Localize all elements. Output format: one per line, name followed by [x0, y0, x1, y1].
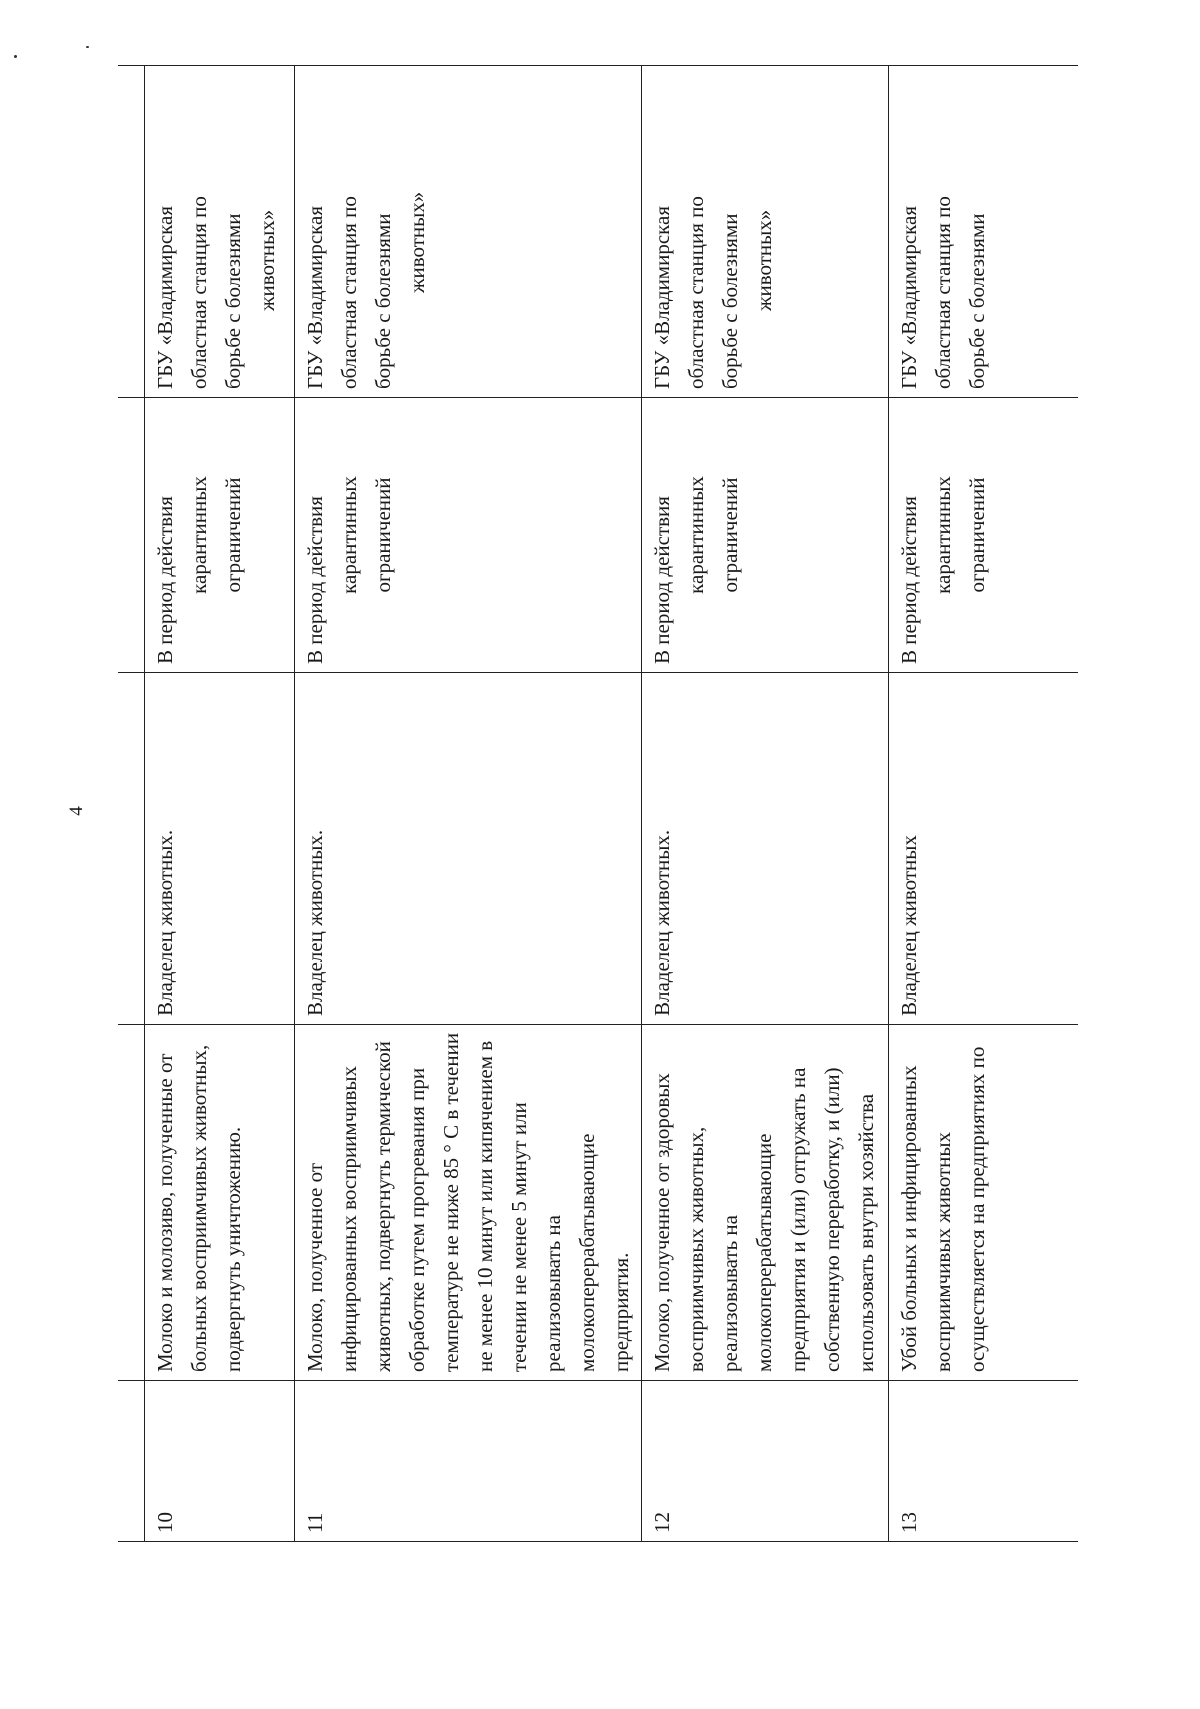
executor-cell	[295, 66, 642, 398]
executor-line: борьбе с болезнями	[371, 213, 396, 389]
table-row	[889, 66, 1078, 1542]
executor-line: борьбе с болезнями	[718, 213, 743, 389]
executor-line: областная станция по	[337, 196, 362, 389]
executor-cell	[642, 66, 889, 398]
term-cell	[295, 398, 642, 673]
measure-line: больных восприимчивых животных,	[187, 1044, 212, 1372]
responsible-line: Владелец животных.	[650, 829, 675, 1016]
term-line: В период действия	[153, 496, 177, 664]
measure-line: молокоперерабатывающие	[575, 1133, 600, 1372]
executor-line: животных»	[752, 209, 777, 311]
header-cell	[118, 1381, 145, 1542]
measure-line: восприимчивых животных,	[684, 1126, 709, 1372]
row-number: 12	[642, 1381, 889, 1542]
table-header-strip	[118, 66, 145, 1542]
measure-cell	[145, 1025, 295, 1381]
measure-line: реализовывать на	[541, 1215, 566, 1372]
measure-line: обработке путем прогревания при	[405, 1067, 430, 1372]
term-line: карантинных	[684, 476, 709, 594]
measure-line: восприимчивых животных	[931, 1132, 956, 1372]
measure-line: не менее 10 минут или кипячением в	[473, 1040, 498, 1372]
scan-speck	[86, 46, 89, 48]
term-line: карантинных	[337, 476, 362, 594]
executor-line: ГБУ «Владимирская	[650, 205, 675, 389]
responsible-cell	[889, 673, 1078, 1025]
executor-line: областная станция по	[187, 196, 212, 389]
table-row	[295, 66, 642, 1542]
header-cell	[118, 1025, 145, 1381]
measure-line: собственную переработку, и (или)	[820, 1067, 845, 1372]
responsible-line: Владелец животных.	[153, 829, 177, 1016]
executor-cell	[889, 66, 1078, 398]
term-cell	[889, 398, 1078, 673]
header-cell	[118, 673, 145, 1025]
measure-line: осуществляется на предприятиях по	[965, 1046, 990, 1372]
table-row	[642, 66, 889, 1542]
header-cell	[118, 398, 145, 673]
measure-line: Молоко, полученное от здоровых	[650, 1073, 675, 1372]
executor-line: животных»	[255, 209, 280, 311]
measure-line: предприятия.	[609, 1252, 634, 1372]
term-line: ограничений	[718, 477, 743, 593]
executor-line: борьбе с болезнями	[221, 213, 246, 389]
executor-line: областная станция по	[684, 196, 709, 389]
row-number: 10	[145, 1381, 295, 1542]
responsible-line: Владелец животных.	[303, 829, 327, 1016]
header-cell	[118, 66, 145, 398]
term-line: ограничений	[371, 477, 396, 593]
responsible-cell	[295, 673, 642, 1025]
term-line: В период действия	[897, 496, 922, 664]
term-line: В период действия	[650, 496, 675, 664]
executor-line: ГБУ «Владимирская	[303, 205, 327, 389]
executor-line: ГБУ «Владимирская	[897, 205, 922, 389]
executor-line: животных»	[405, 191, 430, 293]
measure-line: Убой больных и инфицированных	[897, 1065, 922, 1372]
row-number: 13	[889, 1381, 1078, 1542]
measure-line: температуре не ниже 85 ° С в течении	[439, 1032, 464, 1372]
term-line: карантинных	[187, 476, 212, 594]
executor-cell	[145, 66, 295, 398]
rotated-table-container	[118, 66, 1075, 1542]
responsible-cell	[642, 673, 889, 1025]
measure-line: инфицированных восприимчивых	[337, 1065, 362, 1372]
term-line: карантинных	[931, 476, 956, 594]
term-cell	[145, 398, 295, 673]
table-row	[145, 66, 295, 1542]
executor-line: областная станция по	[931, 196, 956, 389]
measure-line: использовать внутри хозяйства	[854, 1093, 879, 1372]
page-number: 4	[66, 806, 87, 816]
executor-line: ГБУ «Владимирская	[153, 205, 177, 389]
term-line: ограничений	[221, 477, 246, 593]
measure-line: реализовывать на	[718, 1215, 743, 1372]
term-line: ограничений	[965, 477, 990, 593]
responsible-cell	[145, 673, 295, 1025]
executor-line: борьбе с болезнями	[965, 213, 990, 389]
scan-speck	[14, 55, 17, 58]
term-cell	[642, 398, 889, 673]
measure-cell	[295, 1025, 642, 1381]
responsible-line: Владелец животных	[897, 835, 922, 1016]
measure-line: предприятия и (или) отгружать на	[786, 1067, 811, 1372]
measure-cell	[642, 1025, 889, 1381]
measure-line: подвергнуть уничтожению.	[221, 1126, 246, 1372]
measure-line: Молоко, полученное от	[303, 1162, 327, 1372]
measure-line: животных, подвергнуть термической	[371, 1041, 396, 1372]
measure-cell	[889, 1025, 1078, 1381]
measure-line: течении не менее 5 минут или	[507, 1102, 532, 1372]
measure-line: Молоко и молозиво, полученные от	[153, 1053, 177, 1372]
measures-table	[118, 65, 1078, 1542]
row-number: 11	[295, 1381, 642, 1542]
term-line: В период действия	[303, 496, 327, 664]
measure-line: молокоперерабатывающие	[752, 1133, 777, 1372]
